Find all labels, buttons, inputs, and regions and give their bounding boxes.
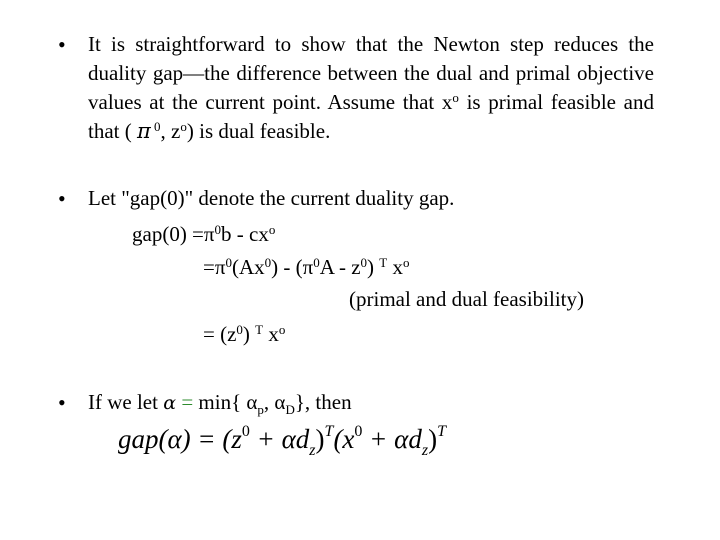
bullet-1-text-a: It is straightforward to show that the Newton step reduces the duality gap—the difference between the dual and primal objective values at the current point. Assume that x (88, 32, 654, 114)
eq-part: x (387, 255, 403, 279)
gap-line-2 (203, 253, 410, 282)
eq-sub: z (309, 442, 316, 459)
eq-part: ) (242, 322, 256, 346)
eq-sup: T (255, 322, 264, 337)
subscript-d: D (285, 402, 295, 417)
eq-sup: o (403, 255, 410, 270)
eq-part: b - cx (221, 222, 269, 246)
eq-sup: o (278, 322, 286, 337)
bullet-1-text-d: ) is dual feasible. (186, 119, 331, 143)
eq-sup: 0 (264, 255, 272, 270)
bullet-3-text (88, 388, 352, 418)
bullet-2 (58, 184, 454, 213)
bullet-1-text-c: , z (160, 119, 181, 143)
bullet-1-text (88, 30, 654, 146)
subscript-p: p (257, 402, 264, 417)
text-part: If we let (88, 390, 164, 414)
eq-sup: T (379, 255, 388, 270)
eq-part: ) - (π (271, 255, 314, 279)
eq-sup: T (437, 423, 446, 440)
eq-part: (x (333, 424, 355, 454)
eq-part: =π (203, 255, 226, 279)
eq-part: (Ax (231, 255, 265, 279)
gap-line-4 (203, 320, 285, 349)
eq-sup: o (268, 222, 276, 237)
gap-alpha-equation (118, 423, 446, 459)
eq-part: + αd (249, 424, 310, 454)
bullet-2-text: Let "gap(0)" denote the current duality gap. (88, 186, 455, 210)
eq-part: + αd (362, 424, 422, 454)
bullet-marker: • (58, 186, 66, 211)
eq-part: = (z (203, 322, 237, 346)
bullet-marker: • (58, 32, 66, 57)
feasibility-note: (primal and dual feasibility) (349, 287, 585, 311)
eq-sup: 0 (360, 255, 368, 270)
eq-sub: z (421, 442, 429, 459)
eq-sup: 0 (214, 222, 222, 237)
eq-part: x (263, 322, 279, 346)
equals-sign: = (176, 390, 199, 414)
bullet-1 (58, 30, 654, 146)
text-part: min{ α (198, 390, 258, 414)
eq-part: ) (428, 424, 438, 454)
alpha-symbol: α (163, 392, 177, 414)
degree-sup: o (452, 90, 459, 105)
eq-sup: 0 (241, 423, 250, 440)
pi-symbol: π (136, 119, 151, 143)
eq-sup: 0 (236, 322, 243, 337)
text-part: , α (263, 390, 286, 414)
text-part: }, then (294, 390, 352, 414)
zero-sup: 0 (150, 119, 161, 134)
gap-line-1 (132, 220, 275, 249)
eq-part: gap(0) =π (132, 222, 215, 246)
eq-sup: 0 (354, 423, 363, 440)
eq-sup: T (324, 423, 334, 440)
eq-z: z (231, 424, 242, 454)
eq-part: ) (367, 255, 380, 279)
degree-sup: o (180, 119, 187, 134)
eq-part: A - z (319, 255, 361, 279)
eq-lhs: gap(α) = ( (118, 424, 232, 454)
eq-sup: 0 (225, 255, 232, 270)
bullet-3 (58, 388, 352, 418)
bullet-1-text-b: is primal feasible and that ( (88, 90, 654, 143)
eq-part: ) (315, 424, 325, 454)
bullet-marker: • (58, 390, 66, 415)
eq-sup: 0 (313, 255, 320, 270)
